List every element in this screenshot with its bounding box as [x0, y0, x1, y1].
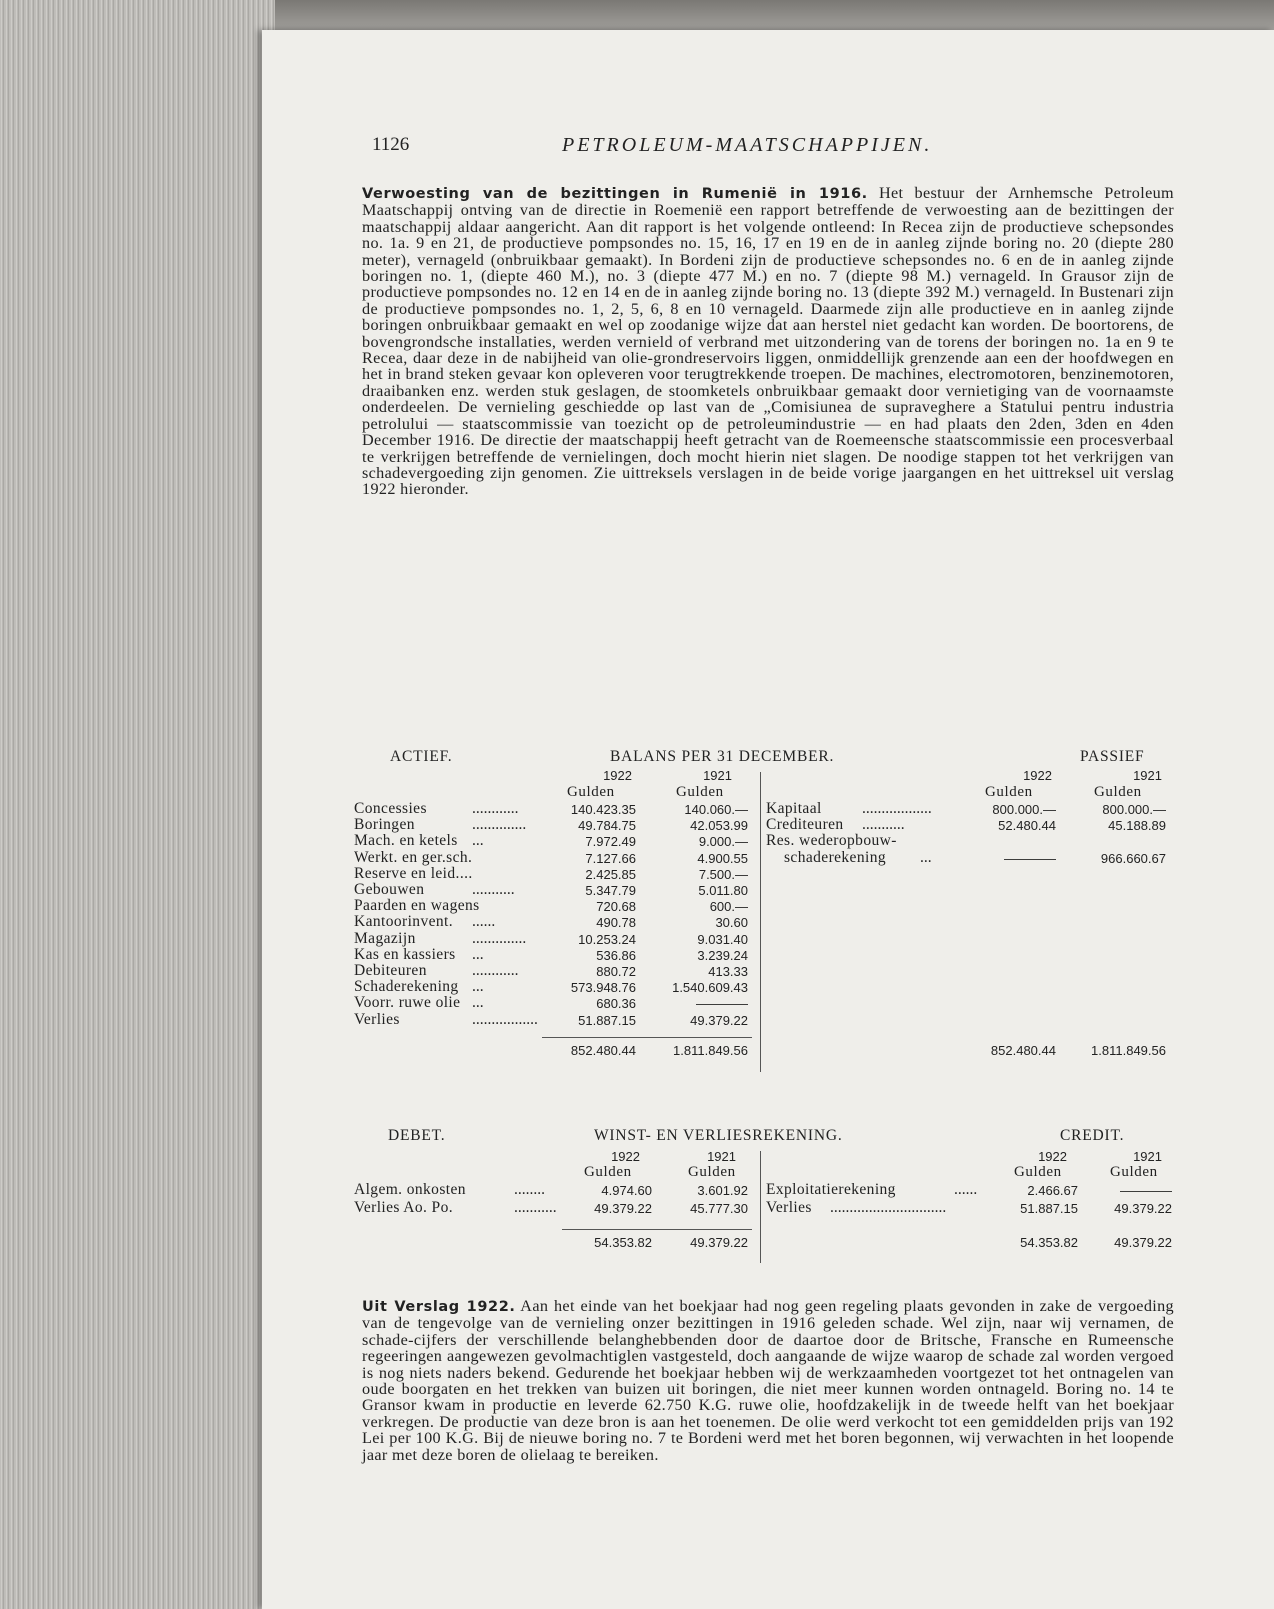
- actief-row-1922: 720.68: [596, 899, 636, 915]
- credit-row-1922: 2.466.67: [1027, 1183, 1078, 1198]
- actief-row-1922: 7.972.49: [585, 834, 636, 850]
- unit-right-2: Gulden: [1094, 784, 1142, 800]
- credit-total-1921: 49.379.22: [1114, 1235, 1172, 1250]
- unit-right: Gulden: [985, 784, 1033, 800]
- passief-row-label: schaderekening: [784, 848, 886, 866]
- passief-row-1921: 966.660.67: [1100, 850, 1166, 866]
- debet-total-1922: 54.353.82: [594, 1235, 652, 1250]
- unit-left: Gulden: [567, 784, 615, 800]
- actief-row-1922: 49.784.75: [578, 818, 636, 834]
- year-1922-left: 1922: [603, 768, 632, 783]
- actief-row-1922: 2.425.85: [585, 866, 636, 882]
- passief-header: PASSIEF: [1080, 748, 1145, 765]
- credit-row-1921: ————: [1120, 1183, 1172, 1198]
- debet-row-1921: 45.777.30: [690, 1201, 748, 1216]
- passief-row-1922: ————: [1004, 850, 1056, 866]
- debet-row-dots: ........: [514, 1181, 545, 1198]
- actief-row-label: Boringen: [354, 816, 415, 834]
- running-title: PETROLEUM-MAATSCHAPPIJEN.: [562, 134, 933, 156]
- passief-row-1921: 45.188.89: [1108, 818, 1166, 834]
- actief-row-label: Paarden en wagens: [354, 897, 480, 915]
- debet-total-rule: [562, 1229, 752, 1230]
- debet-total-1921: 49.379.22: [690, 1235, 748, 1250]
- actief-row-1921: 42.053.99: [690, 818, 748, 834]
- debet-row-1922: 4.974.60: [601, 1183, 652, 1198]
- actief-row-1922: 10.253.24: [578, 931, 636, 947]
- actief-total-rule: [542, 1037, 752, 1038]
- passief-row-1922: 800.000.—: [992, 802, 1056, 817]
- unit-left-2: Gulden: [688, 1164, 736, 1180]
- actief-row-dots: ..............: [472, 929, 527, 947]
- actief-row-1921: 9.000.—: [698, 834, 748, 850]
- year-1921-right: 1921: [1133, 1149, 1162, 1164]
- passief-row-label: Res. wederopbouw-: [766, 832, 897, 850]
- passief-row-1922: 52.480.44: [998, 818, 1056, 834]
- winst-title: WINST- EN VERLIESREKENING.: [594, 1127, 843, 1144]
- unit-left-2: Gulden: [676, 784, 724, 800]
- passief-row-label: Crediteuren: [766, 816, 844, 834]
- actief-row-label: Voorr. ruwe olie: [354, 994, 461, 1012]
- credit-row-1921: 49.379.22: [1114, 1201, 1172, 1216]
- actief-row-label: Magazijn: [354, 929, 416, 947]
- credit-row-dots: ......: [954, 1181, 978, 1198]
- actief-row-1922: 7.127.66: [585, 850, 636, 866]
- unit-right: Gulden: [1014, 1164, 1062, 1180]
- actief-row-1921: 9.031.40: [697, 931, 748, 947]
- debet-row-label: Verlies Ao. Po.: [354, 1199, 453, 1216]
- actief-row-label: Mach. en ketels: [354, 832, 458, 850]
- actief-row-label: Reserve en leid....: [354, 864, 473, 882]
- credit-row-1922: 51.887.15: [1020, 1201, 1078, 1216]
- year-1921-right: 1921: [1133, 768, 1162, 783]
- actief-row-1922: 140.423.35: [570, 802, 636, 817]
- book-page-stack: [0, 0, 275, 1609]
- debet-row-1921: 3.601.92: [697, 1183, 748, 1198]
- actief-row-1922: 573.948.76: [570, 980, 636, 996]
- actief-row-dots: ...: [472, 832, 484, 850]
- passief-row-1921: 800.000.—: [1102, 802, 1166, 817]
- paragraph-text: Aan het einde van het boekjaar had nog geen regeling plaats gevonden in zake de vergoeding van de tengevolge van de vernieling onzer bezittingen in 1916 geleden schade. Wel zijn, naar wij vernamen, de schade-cijfers der verschillende belanghebbenden door de daartoe door de Britsche, Fransche en Rumeensche regeeringen aangewezen gevolmachtiglen vastgesteld, doch aangaande de wijze waarop de schade zal worden vergoed is nog niets naders bekend. Gedurende het boekjaar hebben wij de werkzaamheden voortgezet tot het ontnagelen van oude boorgaten en het trekken van buizen uit boringen, die niet meer kunnen worden ontnageld. Boring no. 14 te Gransor kwam in productie en leverde 62.750 K.G. ruwe olie, hoofdzakelijk in de tweede helft van het boekjaar verkregen. De productie van deze bron is aan het toenemen. De olie werd verkocht tot een gemiddelden prijs van 192 Lei per 100 K.G. Bij de nieuwe boring no. 7 te Bordeni werd met het boren begonnen, wij verwachten in het loopende jaar met deze boren de olielaag te bereiken.: [362, 1297, 1174, 1464]
- actief-row-1921: 600.—: [709, 899, 748, 915]
- passief-total-1922: 852.480.44: [990, 1042, 1056, 1058]
- year-1922-left: 1922: [611, 1149, 640, 1164]
- year-1922-right: 1922: [1023, 768, 1052, 783]
- actief-row-label: Kas en kassiers: [354, 945, 456, 963]
- actief-row-dots: ............: [472, 962, 519, 979]
- passief-row-label: Kapitaal: [766, 800, 822, 817]
- paragraph-lead: Uit Verslag 1922.: [362, 1299, 516, 1315]
- actief-row-1922: 880.72: [596, 964, 636, 979]
- year-1921-left: 1921: [707, 1149, 736, 1164]
- actief-row-1922: 51.887.15: [578, 1012, 636, 1028]
- paragraph-lead: Verwoesting van de bezittingen in Rumenië in 1916.: [362, 186, 868, 202]
- passief-row-dots: ..................: [862, 800, 932, 817]
- debet-header: DEBET.: [388, 1127, 446, 1144]
- actief-row-dots: ......: [472, 913, 496, 931]
- actief-row-1922: 5.347.79: [585, 883, 636, 898]
- passief-row-dots: ...: [920, 848, 932, 866]
- actief-row-1921: 30.60: [715, 915, 748, 931]
- actief-row-1921: 4.900.55: [697, 850, 748, 866]
- winst-divider: [760, 1151, 761, 1263]
- page-number: 1126: [372, 134, 410, 155]
- credit-row-dots: ..............................: [830, 1199, 947, 1216]
- actief-row-label: Werkt. en ger.sch.: [354, 848, 473, 866]
- actief-row-dots: ...: [472, 978, 484, 996]
- paragraph-verwoesting: [362, 185, 1174, 498]
- book-page: [262, 30, 1274, 1609]
- actief-row-1922: 536.86: [596, 947, 636, 963]
- actief-row-label: Verlies: [354, 1010, 400, 1028]
- actief-total-1921: 1.811.849.56: [673, 1042, 748, 1058]
- balans-title: BALANS PER 31 DECEMBER.: [610, 748, 835, 765]
- debet-row-label: Algem. onkosten: [354, 1181, 466, 1198]
- actief-row-1921: 49.379.22: [690, 1012, 748, 1028]
- actief-row-label: Gebouwen: [354, 881, 425, 898]
- actief-row-1921: 7.500.—: [698, 866, 748, 882]
- actief-row-1921: 1.540.609.43: [672, 980, 748, 996]
- actief-row-dots: ............: [472, 800, 519, 817]
- actief-row-dots: ...: [472, 994, 484, 1012]
- actief-header: ACTIEF.: [390, 748, 453, 765]
- balans-divider: [760, 772, 761, 1072]
- passief-total-1921: 1.811.849.56: [1091, 1042, 1166, 1058]
- unit-right-2: Gulden: [1110, 1164, 1158, 1180]
- actief-row-dots: .................: [472, 1010, 538, 1028]
- paragraph-text: Het bestuur der Arnhemsche Petroleum Maatschappij ontving van de directie in Roemenië een rapport betreffende de verwoesting aan de bezittingen der maatschappij aldaar aangericht. Aan dit rapport is het volgende ontleend: In Recea zijn de productieve schepsondes no. 1a. 9 en 21, de productieve pompsondes no. 15, 16, 17 en 19 en de in aanleg zijnde boring no. 20 (diepte 280 meter), vernageld (onbruikbaar gemaakt). In Bordeni zijn de productieve schepsondes no. 6 en de in aanleg zijnde boringen no. 1, (diepte 460 M.), no. 3 (diepte 477 M.) en no. 7 (diepte 98 M.) vernageld. In Grausor zijn de productieve pompsondes no. 12 en 14 en de in aanleg zijnde boring no. 13 (diepte 392 M.) vernageld. In Bustenari zijn de productieve pompsondes no. 1, 2, 5, 6, 8 en 10 vernageld. Daarmede zijn alle productieve en in aanleg zijnde boringen onbruikbaar gemaakt en wel op zoodanige wijze dat aan herstel niet gedacht kan worden. De boortorens, de bovengrondsche installaties, werden vernield of verbrand met uitzondering van de torens der boringen no. 1a en 9 te Recea, daar deze in de nabijheid van olie-grondreservoirs liggen, onmiddellijk grenzende aan een der hoofdwegen en het in brand steken gevaar kon opleveren voor terugtrekkende troepen. De machines, electromotoren, benzinemotoren, draaibanken enz. werden stuk geslagen, de stoomketels onbruikbaar gemaakt door vernietiging van de voornaamste onderdeelen. De vernieling geschiedde op last van de „Comisiunea de supraveghere a Statului pentru industria petrolului — staatscommissie van toezicht op de petroleumindustrie — en had plaats den 2den, 3den en 4den December 1916. De directie der maatschappij heeft getracht van de Roemeensche staatscommissie een procesverbaal te verkrijgen betreffende de vernielingen, doch mocht hierin niet slagen. De noodige stappen tot het verkrijgen van schadevergoeding zijn genomen. Zie uittreksels verslagen in de beide vorige jaargangen en het uittreksel uit verslag 1922 hieronder.: [362, 184, 1174, 499]
- credit-header: CREDIT.: [1060, 1127, 1125, 1144]
- actief-row-1921: 3.239.24: [697, 947, 748, 963]
- actief-row-dots: ...........: [472, 881, 515, 898]
- year-1921-left: 1921: [703, 768, 732, 783]
- paragraph-uit-verslag: [362, 1298, 1174, 1463]
- actief-row-1921: 140.060.—: [684, 802, 748, 817]
- debet-row-1922: 49.379.22: [594, 1201, 652, 1216]
- actief-row-label: Kantoorinvent.: [354, 913, 454, 931]
- actief-row-1922: 680.36: [596, 996, 636, 1012]
- credit-total-1922: 54.353.82: [1020, 1235, 1078, 1250]
- actief-row-1921: 5.011.80: [698, 883, 748, 898]
- actief-row-label: Concessies: [354, 800, 427, 817]
- credit-row-label: Exploitatierekening: [766, 1181, 896, 1198]
- actief-row-label: Schaderekening: [354, 978, 459, 996]
- debet-row-dots: ...........: [514, 1199, 557, 1216]
- unit-left: Gulden: [584, 1164, 632, 1180]
- actief-row-label: Debiteuren: [354, 962, 427, 979]
- year-1922-right: 1922: [1038, 1149, 1067, 1164]
- credit-row-label: Verlies: [766, 1199, 812, 1216]
- actief-row-1921: ————: [696, 996, 748, 1012]
- passief-row-dots: ...........: [862, 816, 905, 834]
- actief-row-1922: 490.78: [596, 915, 636, 931]
- actief-row-dots: ..............: [472, 816, 527, 834]
- actief-row-dots: ...: [472, 945, 484, 963]
- actief-row-1921: 413.33: [708, 964, 748, 979]
- actief-total-1922: 852.480.44: [570, 1042, 636, 1058]
- page-header: [372, 134, 1244, 164]
